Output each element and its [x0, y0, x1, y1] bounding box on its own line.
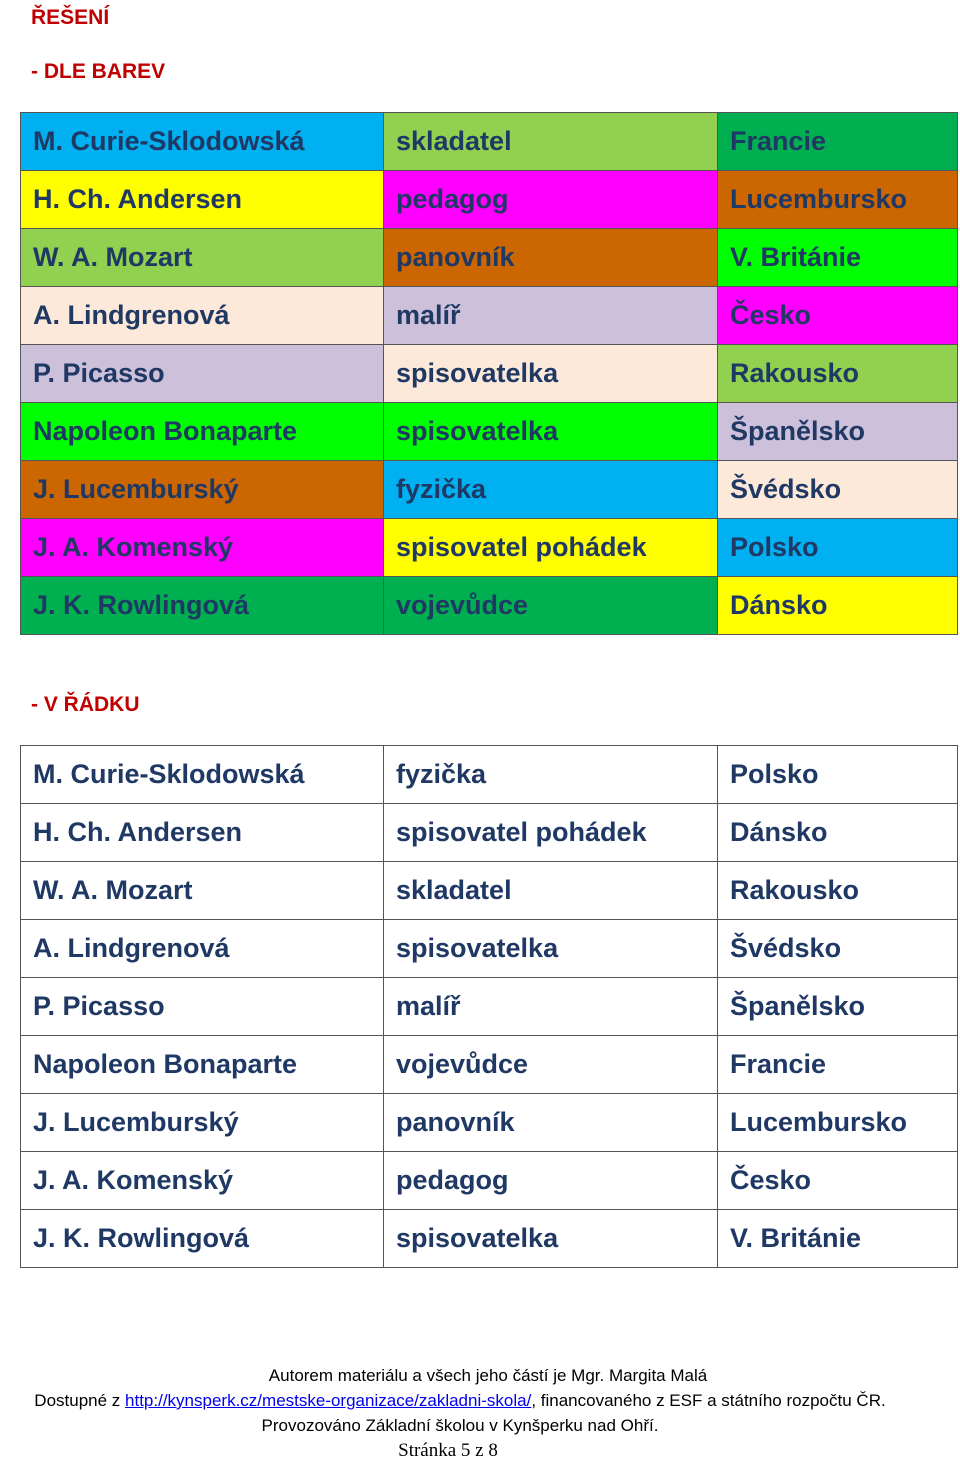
- in-row-heading: - V ŘÁDKU: [31, 693, 140, 716]
- color-table-cell: Lucembursko: [718, 171, 958, 229]
- row-table-row: [21, 1152, 958, 1210]
- row-table-cell: J. K. Rowlingová: [21, 1210, 384, 1268]
- row-table-row: [21, 978, 958, 1036]
- color-table-cell: Česko: [718, 287, 958, 345]
- color-table-cell: spisovatelka: [384, 345, 718, 403]
- row-table-row: [21, 1210, 958, 1268]
- row-table-row: [21, 804, 958, 862]
- color-table-cell: malíř: [384, 287, 718, 345]
- row-table-cell: W. A. Mozart: [21, 862, 384, 920]
- row-table-row: [21, 1094, 958, 1152]
- row-table-cell: fyzička: [384, 746, 718, 804]
- color-table-cell: J. K. Rowlingová: [21, 577, 384, 635]
- row-table-cell: skladatel: [384, 862, 718, 920]
- color-table-row: [21, 461, 958, 519]
- color-table-cell: H. Ch. Andersen: [21, 171, 384, 229]
- color-table-cell: P. Picasso: [21, 345, 384, 403]
- school-website-link[interactable]: http://kynsperk.cz/mestske-organizace/zakladni-skola/: [125, 1391, 532, 1410]
- footer-available-suffix: , financovaného z ESF a státního rozpočtu ČR.: [531, 1391, 886, 1410]
- color-table-row: [21, 403, 958, 461]
- color-table-row: [21, 577, 958, 635]
- row-matching-table: [20, 745, 958, 1268]
- color-table-row: [21, 113, 958, 171]
- color-table-cell: Dánsko: [718, 577, 958, 635]
- color-matching-table: [20, 112, 958, 635]
- color-table-cell: Francie: [718, 113, 958, 171]
- row-table-cell: panovník: [384, 1094, 718, 1152]
- footer-operated-line: Provozováno Základní školou v Kynšperku nad Ohří.: [261, 1416, 659, 1435]
- color-table-cell: J. A. Komenský: [21, 519, 384, 577]
- color-table-row: [21, 171, 958, 229]
- row-table-cell: Španělsko: [718, 978, 958, 1036]
- row-table-row: [21, 920, 958, 978]
- row-table-cell: pedagog: [384, 1152, 718, 1210]
- color-table-cell: V. Británie: [718, 229, 958, 287]
- row-table-cell: P. Picasso: [21, 978, 384, 1036]
- color-table-cell: Rakousko: [718, 345, 958, 403]
- row-table-cell: J. A. Komenský: [21, 1152, 384, 1210]
- row-table-cell: Francie: [718, 1036, 958, 1094]
- color-table-cell: skladatel: [384, 113, 718, 171]
- color-table-row: [21, 229, 958, 287]
- color-table-cell: vojevůdce: [384, 577, 718, 635]
- row-table-cell: spisovatelka: [384, 920, 718, 978]
- row-table-cell: Polsko: [718, 746, 958, 804]
- color-table-cell: spisovatel pohádek: [384, 519, 718, 577]
- row-table-row: [21, 746, 958, 804]
- color-table-cell: fyzička: [384, 461, 718, 519]
- row-table-cell: M. Curie-Sklodowská: [21, 746, 384, 804]
- row-table-cell: vojevůdce: [384, 1036, 718, 1094]
- row-table-row: [21, 1036, 958, 1094]
- row-table-cell: Česko: [718, 1152, 958, 1210]
- color-table-cell: Španělsko: [718, 403, 958, 461]
- color-table-cell: spisovatelka: [384, 403, 718, 461]
- row-table-cell: A. Lindgrenová: [21, 920, 384, 978]
- page-number: Stránka 5 z 8: [398, 1440, 498, 1461]
- row-table-cell: Švédsko: [718, 920, 958, 978]
- row-table-cell: V. Británie: [718, 1210, 958, 1268]
- row-table-row: [21, 862, 958, 920]
- row-table-cell: spisovatelka: [384, 1210, 718, 1268]
- row-table-cell: Dánsko: [718, 804, 958, 862]
- solution-heading: ŘEŠENÍ: [31, 6, 110, 29]
- row-table-cell: spisovatel pohádek: [384, 804, 718, 862]
- row-table-cell: Lucembursko: [718, 1094, 958, 1152]
- color-table-cell: Napoleon Bonaparte: [21, 403, 384, 461]
- color-table-cell: panovník: [384, 229, 718, 287]
- row-table-cell: Napoleon Bonaparte: [21, 1036, 384, 1094]
- row-table-cell: Rakousko: [718, 862, 958, 920]
- color-table-cell: Polsko: [718, 519, 958, 577]
- color-table-row: [21, 519, 958, 577]
- color-table-cell: pedagog: [384, 171, 718, 229]
- footer-author-line: Autorem materiálu a všech jeho částí je Mgr. Margita Malá: [268, 1366, 708, 1385]
- color-table-row: [21, 287, 958, 345]
- color-table-cell: Švédsko: [718, 461, 958, 519]
- by-color-heading: - DLE BAREV: [31, 60, 166, 83]
- color-table-row: [21, 345, 958, 403]
- footer-available-prefix: Dostupné z: [34, 1391, 126, 1410]
- color-table-cell: J. Lucemburský: [21, 461, 384, 519]
- row-table-cell: H. Ch. Andersen: [21, 804, 384, 862]
- footer-availability-line: [0, 1391, 940, 1411]
- color-table-cell: W. A. Mozart: [21, 229, 384, 287]
- row-table-cell: J. Lucemburský: [21, 1094, 384, 1152]
- color-table-cell: A. Lindgrenová: [21, 287, 384, 345]
- color-table-cell: M. Curie-Sklodowská: [21, 113, 384, 171]
- row-table-cell: malíř: [384, 978, 718, 1036]
